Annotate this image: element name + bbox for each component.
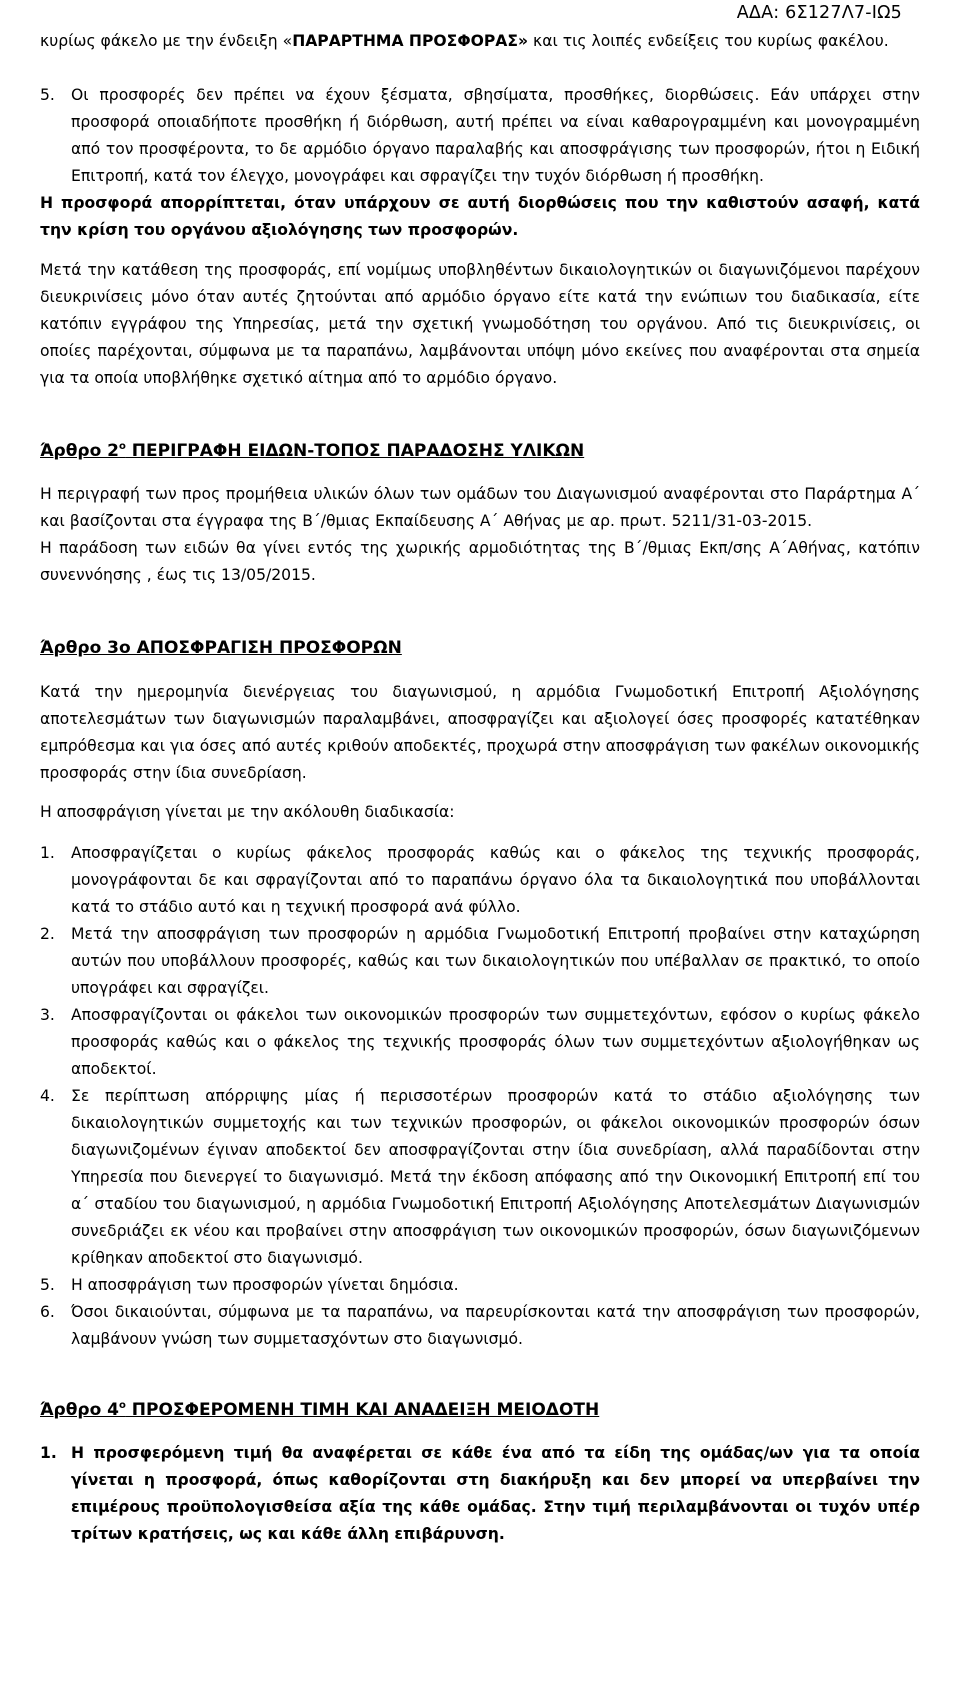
- article-3-list: [40, 840, 920, 1353]
- article-3-heading: Άρθρο 3ο ΑΠΟΣΦΡΑΓΙΣΗ ΠΡΟΣΦΟΡΩΝ: [40, 638, 402, 658]
- clarifications-paragraph: Μετά την κατάθεση της προσφοράς, επί νομίμως υποβληθέντων δικαιολογητικών οι διαγωνιζόμενοι παρέχουν διευκρινίσεις μόνο όταν αυτές ζητούνται από αρμόδιο όργανο είτε κατά την ενώπιων του διαδικασία, είτε κατόπιν εγγράφου της Υπηρεσίας, μετά την σχετική γνωμοδότηση του οργάνου. Από τις διευκρινίσεις, οι οποίες παρέχονται, σύμφωνα με τα παραπάνω, λαμβάνονται υπόψη μόνο εκείνες που αναφέρονται στα σημεία για τα οποία υποβλήθηκε σχετικό αίτημα από το αρμόδιο όργανο.: [40, 261, 920, 387]
- article-4-list: [40, 1440, 920, 1548]
- article-2-description: Η περιγραφή των προς προμήθεια υλικών όλων των ομάδων του Διαγωνισμού αναφέρονται στο Παράρτημα Α΄ και βασίζονται στα έγγραφα της Β΄/θμιας Εκπαίδευσης Α΄ Αθήνας με αρ. πρωτ. 5211/31-03-2015.: [40, 485, 920, 530]
- intro-paragraph: κυρίως φάκελο με την ένδειξη «ΠΑΡΑΡΤΗΜΑ ΠΡΟΣΦΟΡΑΣ» και τις λοιπές ενδείξεις του κυρίως φακέλου.: [40, 32, 889, 50]
- article-3-procedure: Η αποσφράγιση γίνεται με την ακόλουθη διαδικασία:: [40, 803, 455, 821]
- list-item: 1. Η προσφερόμενη τιμή θα αναφέρεται σε κάθε ένα από τα είδη της ομάδας/ων για τα οποία γίνεται η προσφορά, όπως καθορίζονται στη διακήρυξη και δεν μπορεί να υπερβαίνει την επιμέρους προϋπολογισθείσα αξία της κάθε ομάδας. Στην τιμή περιλαμβάνονται οι τυχόν υπέρ τρίτων κρατήσεις, ως και κάθε άλλη επιβάρυνση.: [40, 1444, 920, 1543]
- article-2-heading: Άρθρο $2^o$ ΠΕΡΙΓΡΑΦΗ ΕΙΔΩΝ-ΤΟΠΟΣ ΠΑΡΑΔΟΣΗΣ ΥΛΙΚΩΝ: [40, 441, 585, 461]
- list-item: 6. Όσοι δικαιούνται, σύμφωνα με τα παραπάνω, να παρευρίσκονται κατά την αποσφράγιση των προσφορών, λαμβάνουν γνώση των συμμετασχόντων στο διαγωνισμό.: [40, 1303, 920, 1348]
- ada-code: ΑΔΑ: 6Σ127Λ7-ΙΩ5: [736, 3, 902, 23]
- list-item: 5. Η αποσφράγιση των προσφορών γίνεται δημόσια.: [40, 1276, 459, 1294]
- document-page: [40, 0, 920, 1548]
- rejection-note: Η προσφορά απορρίπτεται, όταν υπάρχουν σε αυτή διορθώσεις που την καθιστούν ασαφή, κατά την κρίση του οργάνου αξιολόγησης των προσφορών.: [40, 194, 920, 239]
- list-item-5: [40, 82, 920, 190]
- list-item: 3. Αποσφραγίζονται οι φάκελοι των οικονομικών προσφορών των συμμετεχόντων, εφόσον ο κυρίως φάκελο προσφοράς καθώς και ο φάκελος της τεχνικής προσφοράς όλων των συμμετεχόντων αξιολογήθηκαν ως αποδεκτοί.: [40, 1006, 920, 1078]
- article-2-delivery: Η παράδοση των ειδών θα γίνει εντός της χωρικής αρμοδιότητας της Β΄/θμιας Εκπ/σης Α΄Αθήνας, κατόπιν συνεννόησης , έως τις 13/05/2015.: [40, 539, 920, 584]
- list-item: 1. Αποσφραγίζεται ο κυρίως φάκελος προσφοράς καθώς και ο φάκελος της τεχνικής προσφοράς, μονογράφονται δε και σφραγίζονται από το παραπάνω όργανο όλα τα δικαιολογητικά που υποβάλλονται κατά το στάδιο αυτό και η τεχνική προσφορά ανά φύλλο.: [40, 844, 920, 916]
- list-item: 2. Μετά την αποσφράγιση των προσφορών η αρμόδια Γνωμοδοτική Επιτροπή προβαίνει στην καταχώρηση αυτών που υποβάλλουν προσφορές, καθώς και των δικαιολογητικών που υπέβαλλαν σε πρακτικό, το οποίο υπογράφει και σφραγίζει.: [40, 925, 920, 997]
- list-item: 4. Σε περίπτωση απόρριψης μίας ή περισσοτέρων προσφορών κατά το στάδιο αξιολόγησης των δικαιολογητικών συμμετοχής και των τεχνικών προσφορών, οι φάκελοι οικονομικών προσφορών όσων διαγωνιζομένων έγιναν αποδεκτοί δεν αποσφραγίζονται στην ίδια συνεδρίαση, αλλά παραδίδονται στην Υπηρεσία που διενεργεί το διαγωνισμό. Μετά την έκδοση απόφασης από την Οικονομική Επιτροπή επί του α΄ σταδίου του διαγωνισμού, η αρμόδια Γνωμοδοτική Επιτροπή Αξιολόγησης Αποτελεσμάτων Διαγωνισμών συνεδριάζει εκ νέου και προβαίνει στην αποσφράγιση των οικονομικών προσφορών, όσων διαγωνιζόμενων κρίθηκαν αποδεκτοί στο διαγωνισμό.: [40, 1087, 920, 1267]
- article-4-heading: Άρθρο $4^o$ ΠΡΟΣΦΕΡΟΜΕΝΗ ΤΙΜΗ ΚΑΙ ΑΝΑΔΕΙΞΗ ΜΕΙΟΔΟΤΗ: [40, 1400, 600, 1420]
- article-3-intro: Κατά την ημερομηνία διενέργειας του διαγωνισμού, η αρμόδια Γνωμοδοτική Επιτροπή Αξιολόγησης αποτελεσμάτων των διαγωνισμών παραλαμβάνει, αποσφραγίζει και αξιολογεί όσες προσφορές κατατέθηκαν εμπρόθεσμα και για όσες από αυτές κριθούν αποδεκτές, προχωρά στην αποσφράγιση των φακέλων οικονομικής προσφοράς στην ίδια συνεδρίαση.: [40, 683, 920, 782]
- list-item: 5. Οι προσφορές δεν πρέπει να έχουν ξέσματα, σβησίματα, προσθήκες, διορθώσεις. Εάν υπάρχει στην προσφορά οποιαδήποτε προσθήκη ή διόρθωση, αυτή πρέπει να είναι καθαρογραμμένη και μονογραμμένη από τον προσφέροντα, το δε αρμόδιο όργανο παραλαβής και αποσφράγισης των προσφορών, ήτοι η Ειδική Επιτροπή, κατά τον έλεγχο, μονογράφει και σφραγίζει την τυχόν διόρθωση ή προσθήκη.: [40, 86, 920, 185]
